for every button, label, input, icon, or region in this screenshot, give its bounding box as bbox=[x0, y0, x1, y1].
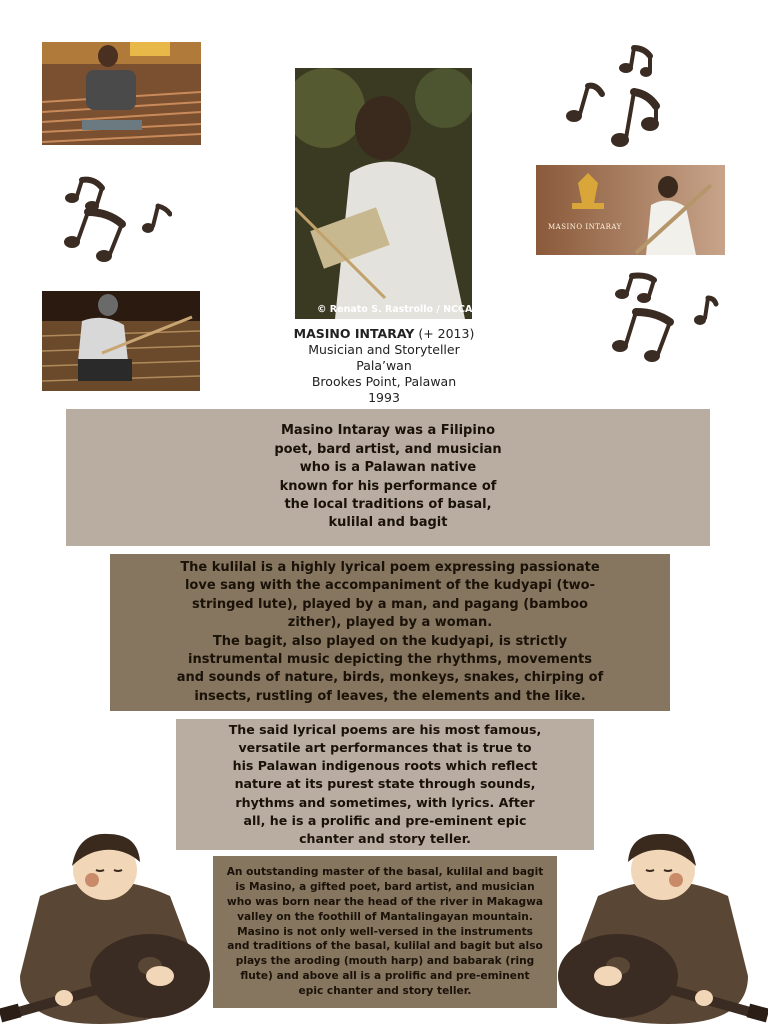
photo-credit: © Renato S. Rastrollo / NCCA bbox=[317, 304, 472, 315]
artist-tribe: Pala’wan bbox=[356, 358, 412, 373]
guitar-player-illustration bbox=[0, 826, 215, 1024]
artist-years: (+ 2013) bbox=[414, 326, 475, 341]
photo-masino-weaving bbox=[42, 42, 201, 145]
master-text: An outstanding master of the basal, kulilal and bagit is Masino, a gifted poet, bard artist, and musician who was born near the head of the river in Makagwa valley on the foothill of Mantalingayan mountain. Masino is not only well-versed in the instruments and traditions of the basal, kulilal and bagit but also plays the aroding (mouth harp) and babarak (ring flute) and above all is a prolific and pre-eminent epic chanter and story teller. bbox=[226, 865, 544, 998]
music-notes-icon bbox=[60, 170, 172, 268]
photo-masino-poster bbox=[536, 165, 725, 255]
artist-name: MASINO INTARAY bbox=[293, 326, 415, 341]
master-box bbox=[213, 856, 557, 1008]
guitar-player-illustration bbox=[553, 826, 768, 1024]
kulilal-text: The kulilal is a highly lyrical poem expressing passionate love sang with the accompaniment of the kudyapi (two- stringed lute), played by a man, and pagang (bamboo zither), played by a woman. The bagit, also played on the kudyapi, is strictly instrumental music depicting the rhythms, movements and sounds of nature, birds, monkeys, snakes, chirping of insects, rustling of leaves, the elements and the like. bbox=[176, 559, 604, 704]
intro-text: Masino Intaray was a Filipino poet, bard artist, and musician who is a Palawan native known for his performance of the local traditions of basal, kulilal and bagit bbox=[274, 423, 502, 531]
music-notes-icon bbox=[608, 268, 720, 366]
lyrical-box bbox=[176, 719, 594, 850]
artist-role: Musician and Storyteller bbox=[308, 342, 460, 357]
artist-place: Brookes Point, Palawan bbox=[311, 374, 457, 389]
poster-title: MASINO INTARAY bbox=[548, 223, 622, 231]
music-notes-icon bbox=[562, 42, 662, 152]
kulilal-box bbox=[110, 554, 670, 711]
lyrical-text: The said lyrical poems are his most famous, versatile art performances that is true to his Palawan indigenous roots which reflect nature at its purest state through sounds, rhythms and sometimes, with lyrics. After all, he is a prolific and pre-eminent epic chanter and story teller. bbox=[228, 721, 542, 846]
artist-name-line bbox=[280, 326, 488, 342]
artist-award-year: 1993 bbox=[368, 390, 400, 405]
photo-masino-portrait bbox=[295, 68, 472, 319]
artist-caption bbox=[280, 326, 488, 406]
photo-masino-playing bbox=[42, 291, 200, 391]
intro-box bbox=[66, 409, 710, 546]
